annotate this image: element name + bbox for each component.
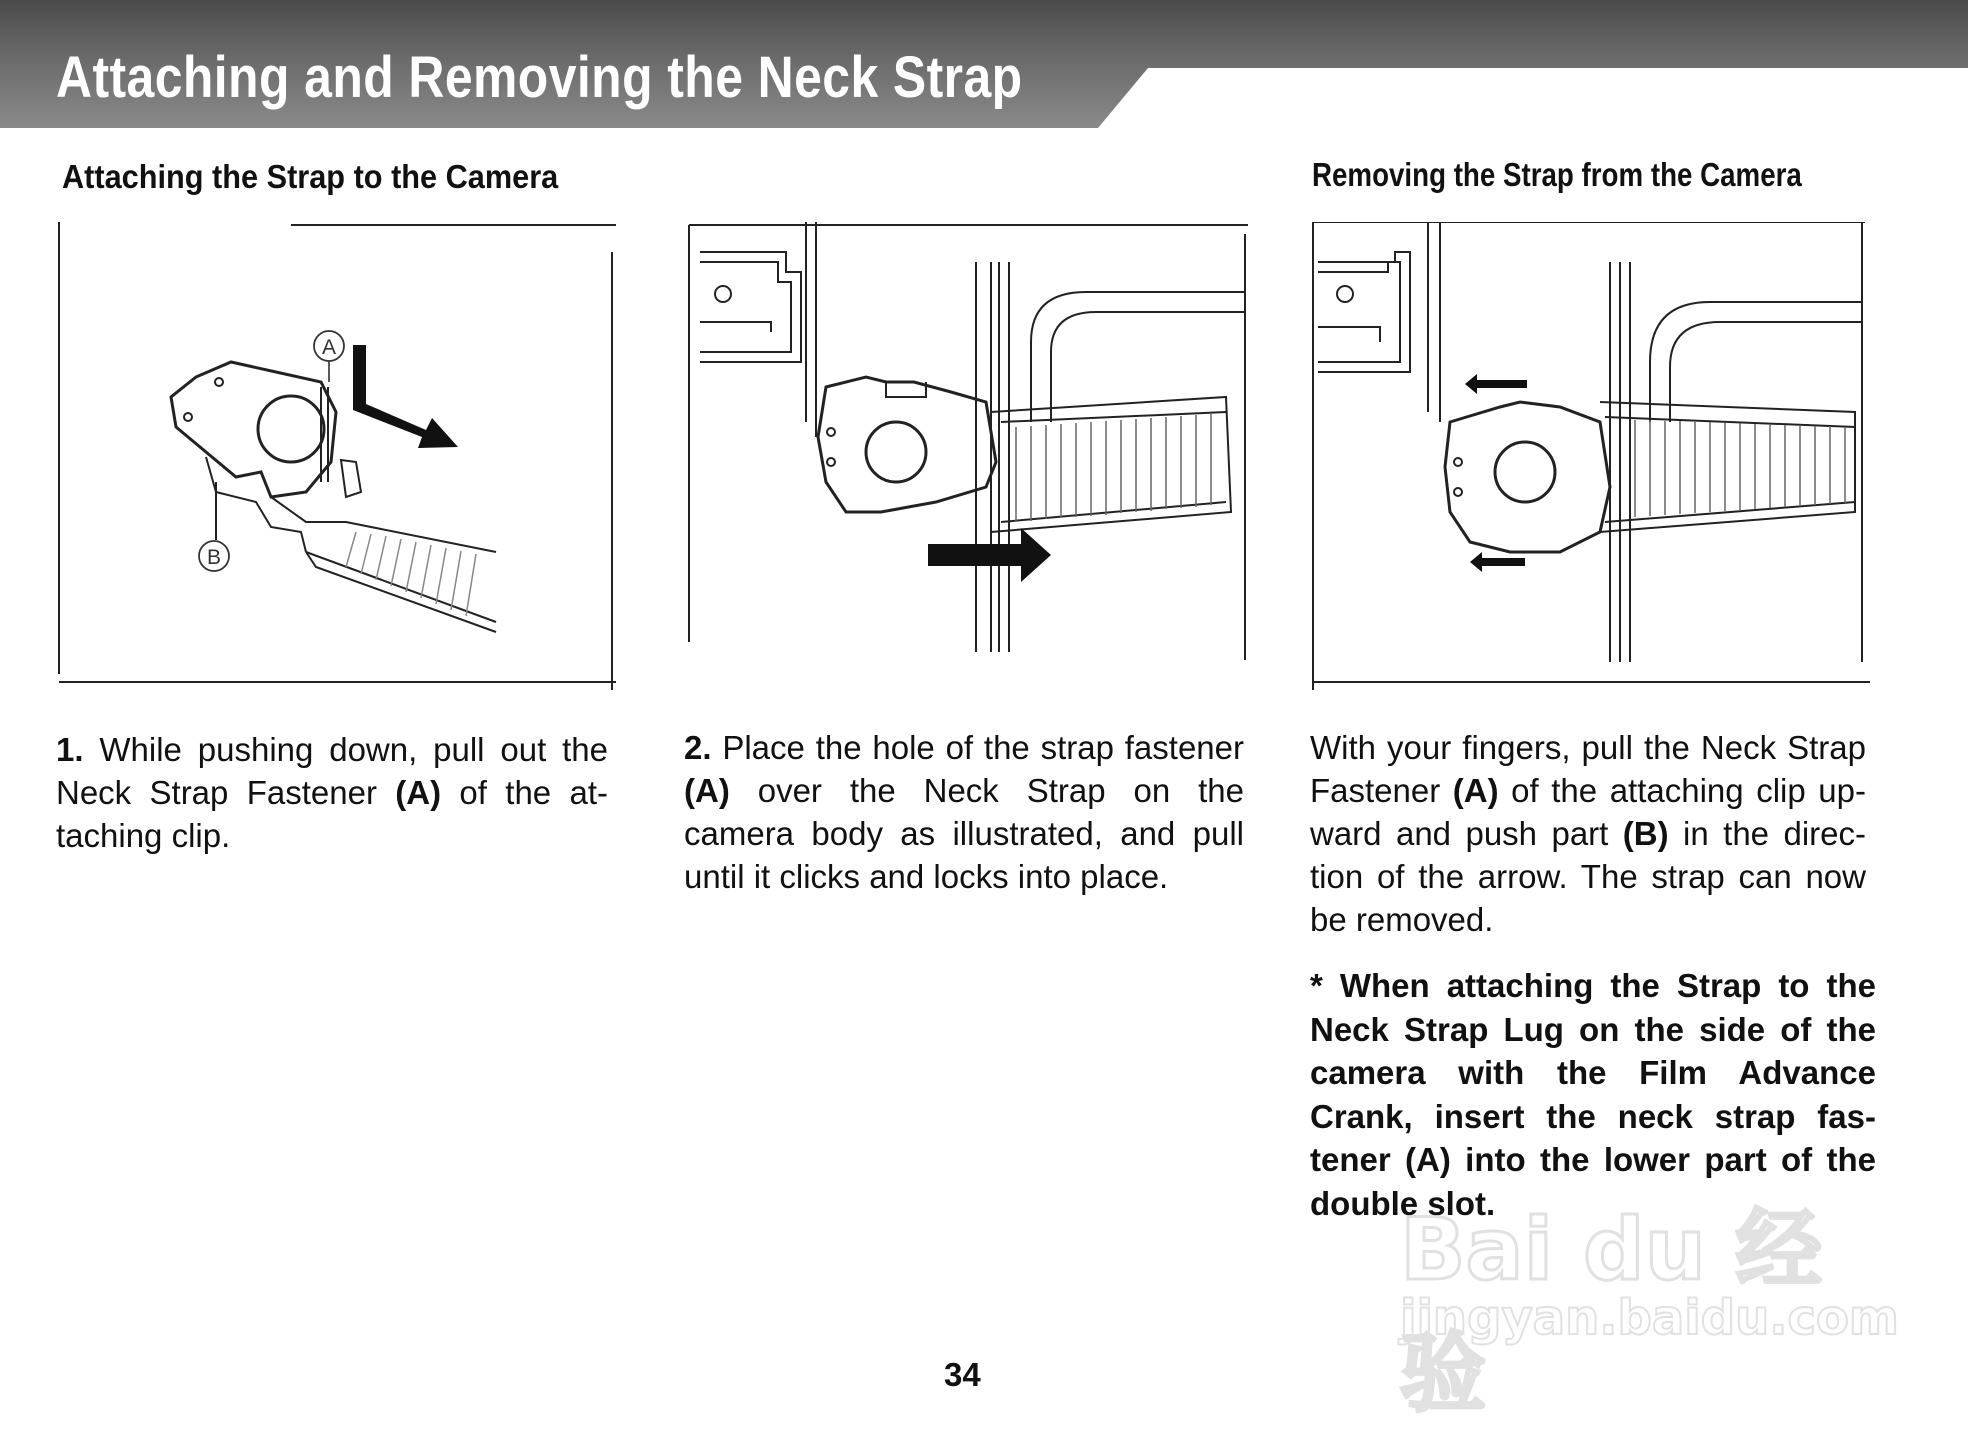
label-b: B [206,546,222,569]
label-a: A [321,336,337,359]
removal-text: With your fingers, pull the Neck Strap Fastener (A) of the attaching clip upward and push part (B) in the direction of the arrow. The strap can now be removed. [1310,729,1867,938]
figure-removing [1310,222,1880,692]
figure-attaching-step1-illustration [56,222,626,692]
step2-text: 2. Place the hole of the strap fastener (A) over the Neck Strap on the camera body as illustrated, and pull until it clicks and locks into place. [684,729,1244,895]
step1-text: 1. While pushing down, pull out the Neck Strap Fastener (A) of the attaching clip. [56,731,608,854]
figure-attaching-step2-illustration [686,222,1251,662]
watermark [1380,1180,1899,1424]
watermark-sub: jingyan.baidu.com [1400,1290,1899,1346]
step1-number: 1. [56,731,84,768]
page-number: 34 [944,1356,981,1393]
removal-bold-a: (A) [1452,772,1499,809]
removing-heading: Removing the Strap from the Camera [1312,156,1802,193]
watermark-main: Bai du 经验 [1400,1200,1822,1424]
attaching-heading: Attaching the Strap to the Camera [62,158,559,195]
figure-attaching-step2 [686,222,1251,662]
removal-bold-b: (B) [1622,815,1669,852]
step1-bold-a: (A) [395,774,442,811]
page-title: Attaching and Removing the Neck Strap [56,45,1023,110]
figure-removing-illustration [1310,222,1880,692]
step2-number: 2. [684,729,712,766]
attachment-note: * When attaching the Strap to the Neck Strap Lug on the side of the camera with the Film Advance Crank, insert the neck strap fastener (A) into the lower part of the double slot. [1310,967,1876,1222]
figure-attaching-step1 [56,222,626,692]
step2-bold-a: (A) [684,772,730,809]
